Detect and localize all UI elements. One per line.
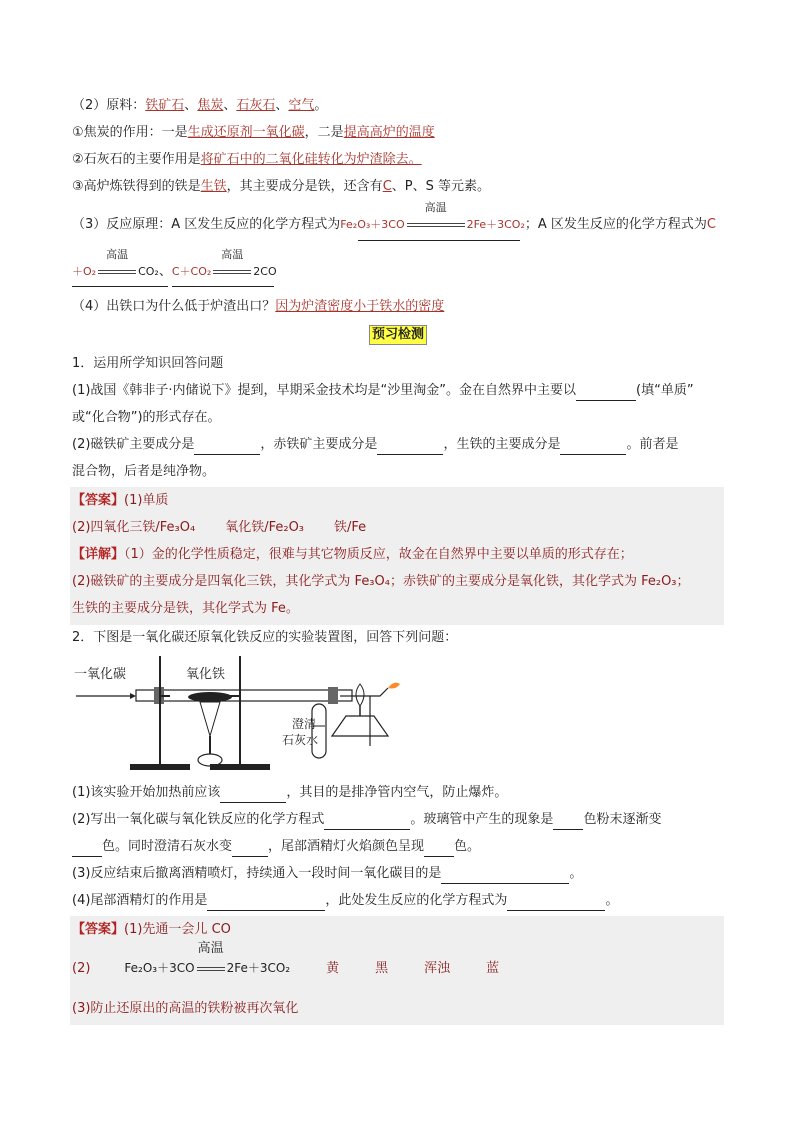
q1-detail-line2 [72,572,724,592]
q2-part1 [72,783,724,803]
label: （4）出铁口为什么低于炉渣出口？ [72,299,276,314]
equation-right: CO₂ [138,265,159,278]
answer: 生铁 [200,179,227,194]
label: ②石灰石的主要作用是 [72,152,201,167]
condition-label: 高温 [221,248,244,261]
q2-part4 [72,891,724,911]
answer: 提高高炉的温度 [343,125,435,140]
equation-right: 2CO [253,265,277,278]
answer-blank[interactable] [220,802,286,803]
answer-text: (1)先通一会儿 CO [124,922,231,937]
answer-blank[interactable] [207,910,325,911]
raw-materials-line [72,96,724,116]
answer-blank[interactable] [553,829,583,830]
label: 、P、S 等元素。 [391,179,490,194]
detail-tag: 【详解】 [72,547,125,562]
answer-text: 蓝 [486,961,500,976]
q1-answer-line1 [72,491,724,511]
answer-text: (2)四氧化三铁/Fe₃O₄ [72,520,196,535]
text: 色。同时澄清石灰水变 [102,839,233,854]
text: (1)该实验开始加热前应该 [72,785,221,800]
answer: 因为炉渣密度小于铁水的密度 [275,299,445,314]
limestone-role-line [72,150,724,170]
condition-label: 高温 [197,941,224,956]
sep: 、 [184,98,198,113]
answer-text: 铁/Fe [334,520,367,535]
q2-answer-line1 [72,920,724,940]
text: (2)写出一氧化碳与氧化铁反应的化学方程式 [72,812,325,827]
equation-left: Fe₂O₃＋3CO [340,218,405,231]
reaction-principle-line-2 [72,248,724,282]
answer: C [382,179,392,194]
answer-text: 黑 [375,961,389,976]
reaction-condition [98,248,136,282]
coke-role-line [72,123,724,143]
label: ③高炉炼铁得到的铁是 [72,179,201,194]
text: (3)反应结束后撤离酒精喷灯，持续通入一段时间一氧化碳目的是 [72,866,442,881]
text: (4)尾部酒精灯的作用是 [72,893,208,908]
answer-blank[interactable] [377,454,443,455]
answer-blank[interactable] [72,856,102,857]
text: 色粉末逐渐变 [583,812,662,827]
equals-bar [197,967,225,971]
sep: 、 [223,98,237,113]
equation-left: Fe₂O₃＋3CO [124,961,195,975]
q1-answer-line2 [72,518,724,538]
q2-part2 [72,810,724,830]
condition-label: 高温 [424,201,447,214]
text: 。 [569,866,583,881]
label: （3）反应原理：A 区发生反应的化学方程式为 [72,217,341,232]
answer-text: (1)单质 [124,493,169,508]
text: (2)磁铁矿主要成分是 [72,437,195,452]
reaction-condition [213,248,251,282]
underline [172,286,274,287]
answer-blank[interactable] [324,829,410,830]
detail-text: （1）金的化学性质稳定，很难与其它物质反应，故金在自然界中主要以单质的形式存在； [124,547,633,562]
text: (1)战国《韩非子·内储说下》提到，早期采金技术均是“沙里淘金”。金在自然界中主要以 [72,383,577,398]
fe2o3-label: 氧化铁 [186,667,226,682]
answer-blank[interactable] [424,856,454,857]
label: ，二是 [304,125,344,140]
answer: C [706,217,716,232]
label: ①焦炭的作用：一是 [72,125,188,140]
text: 。 [605,893,619,908]
material-coke: 焦炭 [197,98,224,113]
answer-blank[interactable] [232,856,268,857]
answer-text: (3)防止还原出的高温的铁粉被再次氧化 [72,1001,299,1016]
answer-blank[interactable] [507,910,605,911]
equals-bar [98,270,136,274]
sep: 、 [158,264,172,279]
answer-text: 浑浊 [424,961,451,976]
reaction-condition [197,941,225,979]
text: ，其目的是排净管内空气，防止爆炸。 [286,785,508,800]
equation-left: C＋CO₂ [171,265,212,278]
text: 。前者是 [626,437,679,452]
q2-answer-line3 [72,999,724,1019]
answer-blank[interactable] [441,883,569,884]
pig-iron-line [72,177,724,197]
reaction-condition [407,201,465,235]
answer: 生成还原剂一氧化碳 [187,125,305,140]
q1-detail-line1 [72,545,724,565]
equation-right: 2Fe＋3CO₂ [226,961,291,975]
underline [72,286,168,287]
q1-part2 [72,435,724,455]
material-limestone: 石灰石 [236,98,276,113]
q1-part1-cont: 或“化合物”)的形式存在。 [72,410,221,425]
label: ；A 区发生反应的化学方程式为 [524,217,707,232]
reaction-principle-line [72,201,724,235]
lime-label-2: 石灰水 [282,733,319,747]
q2-part3 [72,864,724,884]
apparatus-diagram [70,656,410,774]
label: ，其主要成分是铁，还含有 [226,179,383,194]
answer: 将矿石中的二氧化硅转化为炉渣除去。 [200,152,422,167]
lime-label-1: 澄清 [292,717,317,731]
q1-detail-line3 [72,599,724,619]
answer-tag: 【答案】 [72,493,125,508]
equation-left: ＋O₂ [72,265,97,278]
q1-title: 1．运用所学知识回答问题 [72,356,224,371]
detail-text: 生铁的主要成分是铁，其化学式为 Fe。 [72,601,299,616]
text: ，尾部酒精灯火焰颜色呈现 [268,839,425,854]
text: (填“单质” [636,383,694,398]
text: ，生铁的主要成分是 [443,437,561,452]
apparatus-figure [70,656,410,774]
equation-right: 2Fe＋3CO₂ [466,218,525,231]
q1-part2-cont: 混合物，后者是纯净物。 [72,464,216,479]
answer-blank[interactable] [194,454,260,455]
text: ，此处发生反应的化学方程式为 [325,893,508,908]
underline [358,240,520,241]
sep: 、 [275,98,289,113]
answer-blank[interactable] [576,400,636,401]
equals-bar [407,223,465,227]
answer-text: 氧化铁/Fe₂O₃ [225,520,305,535]
outlet-question-line [72,297,724,317]
text: 。玻璃管中产生的现象是 [410,812,554,827]
answer-tag: 【答案】 [72,922,125,937]
text: ，赤铁矿主要成分是 [260,437,378,452]
q2-answer-line2 [72,941,724,979]
label: （2）原料： [72,98,146,113]
answer-text: (2) [72,961,91,976]
q2-title: 2．下图是一氧化碳还原氧化铁反应的实验装置图，回答下列问题： [72,630,458,645]
material-air: 空气 [288,98,315,113]
detail-text: (2)磁铁矿的主要成分是四氧化三铁，其化学式为 Fe₃O₄；赤铁矿的主要成分是氧化铁，其化学式为 Fe₂O₃； [72,574,690,589]
q1-part1 [72,381,724,401]
text: 色。 [454,839,481,854]
condition-label: 高温 [106,248,129,261]
equals-bar [213,270,251,274]
end: 。 [314,98,328,113]
answer-text: 黄 [326,961,340,976]
co-label: 一氧化碳 [74,667,127,682]
q2-part2-cont [72,837,724,857]
material-iron-ore: 铁矿石 [145,98,185,113]
preview-check-badge: 预习检测 [369,325,427,345]
answer-blank[interactable] [560,454,626,455]
